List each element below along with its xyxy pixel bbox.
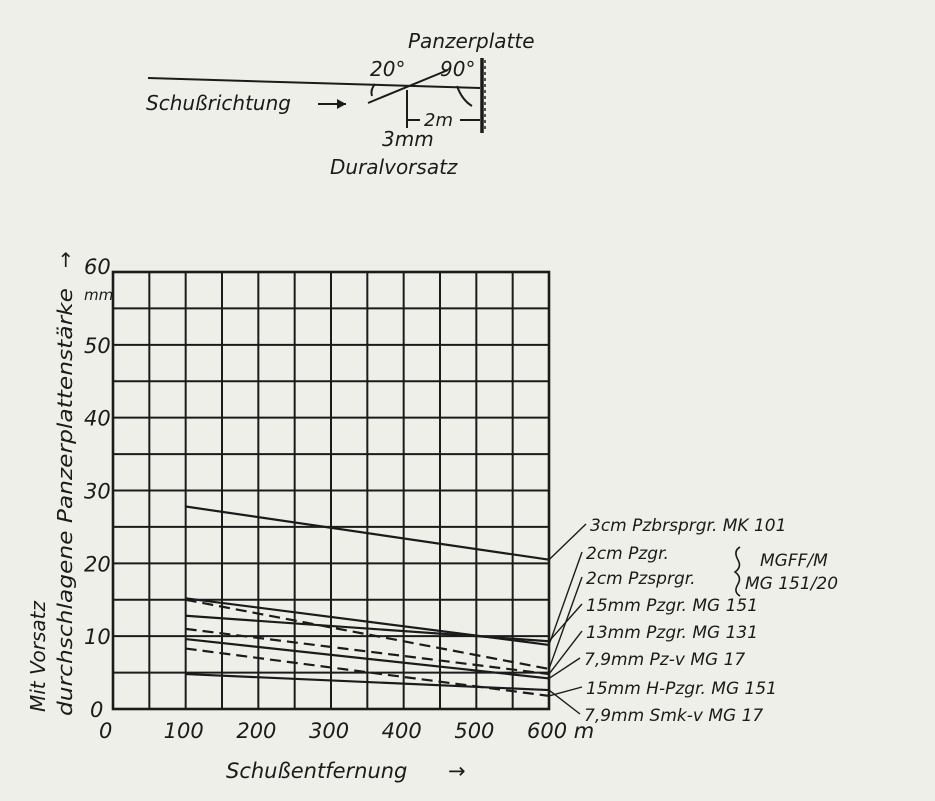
thickness-label: 3mm bbox=[382, 127, 434, 151]
x-tick-label: 600 m bbox=[527, 719, 595, 743]
x-axis-title: Schußentfernung bbox=[226, 759, 408, 783]
bracket-label-line1: MGFF/M bbox=[760, 551, 828, 571]
direction-arrowhead bbox=[337, 99, 346, 109]
y-tick-label: 50 bbox=[84, 333, 111, 358]
y-tick-label: 30 bbox=[84, 479, 111, 504]
y-tick-label: 10 bbox=[84, 625, 111, 650]
angle-small-label: 20° bbox=[370, 57, 406, 81]
tick-labels bbox=[84, 255, 594, 743]
angle-arc-20 bbox=[371, 84, 375, 96]
setup-diagram bbox=[146, 29, 535, 179]
leader-line bbox=[549, 552, 582, 645]
x-axis-arrow: → bbox=[448, 759, 466, 783]
series-label: 2cm Pzgr. bbox=[586, 544, 669, 564]
leader-line bbox=[549, 604, 582, 641]
angle-right-label: 90° bbox=[440, 57, 476, 81]
y-unit: mm bbox=[84, 286, 114, 304]
series-label: 13mm Pzgr. MG 131 bbox=[586, 623, 759, 643]
series-label: 3cm Pzbrsprgr. MK 101 bbox=[590, 516, 787, 536]
series-label: 15mm H-Pzgr. MG 151 bbox=[586, 679, 777, 699]
x-tick-label: 200 bbox=[236, 719, 277, 743]
y-axis-title-line2: durchschlagene Panzerplattenstärke bbox=[53, 348, 77, 716]
series-label: 15mm Pzgr. MG 151 bbox=[586, 596, 759, 616]
y-tick-label: 40 bbox=[84, 406, 111, 431]
y-axis-title bbox=[26, 601, 50, 712]
y-arrow-group bbox=[53, 251, 77, 268]
series-label: 7,9mm Smk-v MG 17 bbox=[584, 706, 764, 726]
x-tick-label: 300 bbox=[309, 719, 350, 743]
y-axis-title-line1: Mit Vorsatz bbox=[26, 601, 50, 712]
y-axis-title-2 bbox=[53, 288, 77, 716]
distance-label: 2m bbox=[424, 110, 453, 131]
brace bbox=[735, 547, 740, 596]
x-tick-label: 400 bbox=[381, 719, 422, 743]
leader-line bbox=[549, 690, 580, 714]
x-tick-label: 500 bbox=[454, 719, 495, 743]
y-axis-arrow: → bbox=[53, 251, 77, 268]
chart bbox=[26, 251, 838, 783]
y-tick-label: 60 bbox=[84, 255, 111, 279]
series-label: 2cm Pzsprgr. bbox=[586, 569, 696, 589]
plate-label: Panzerplatte bbox=[408, 29, 535, 53]
series-labels bbox=[584, 516, 786, 726]
shot-line bbox=[148, 78, 480, 88]
angle-arc-90 bbox=[457, 86, 472, 106]
direction-label: Schußrichtung bbox=[146, 91, 291, 115]
leader-lines bbox=[549, 524, 586, 714]
shield-label: Duralvorsatz bbox=[330, 155, 458, 179]
y-tick-label: 20 bbox=[84, 552, 111, 577]
y-tick-label: 0 bbox=[90, 698, 104, 722]
series-label: 7,9mm Pz-v MG 17 bbox=[584, 650, 746, 670]
grid bbox=[113, 272, 549, 709]
bracket-label-line2: MG 151/20 bbox=[745, 574, 839, 594]
x-tick-label: 100 bbox=[163, 719, 204, 743]
x-tick-label: 0 bbox=[99, 719, 113, 743]
